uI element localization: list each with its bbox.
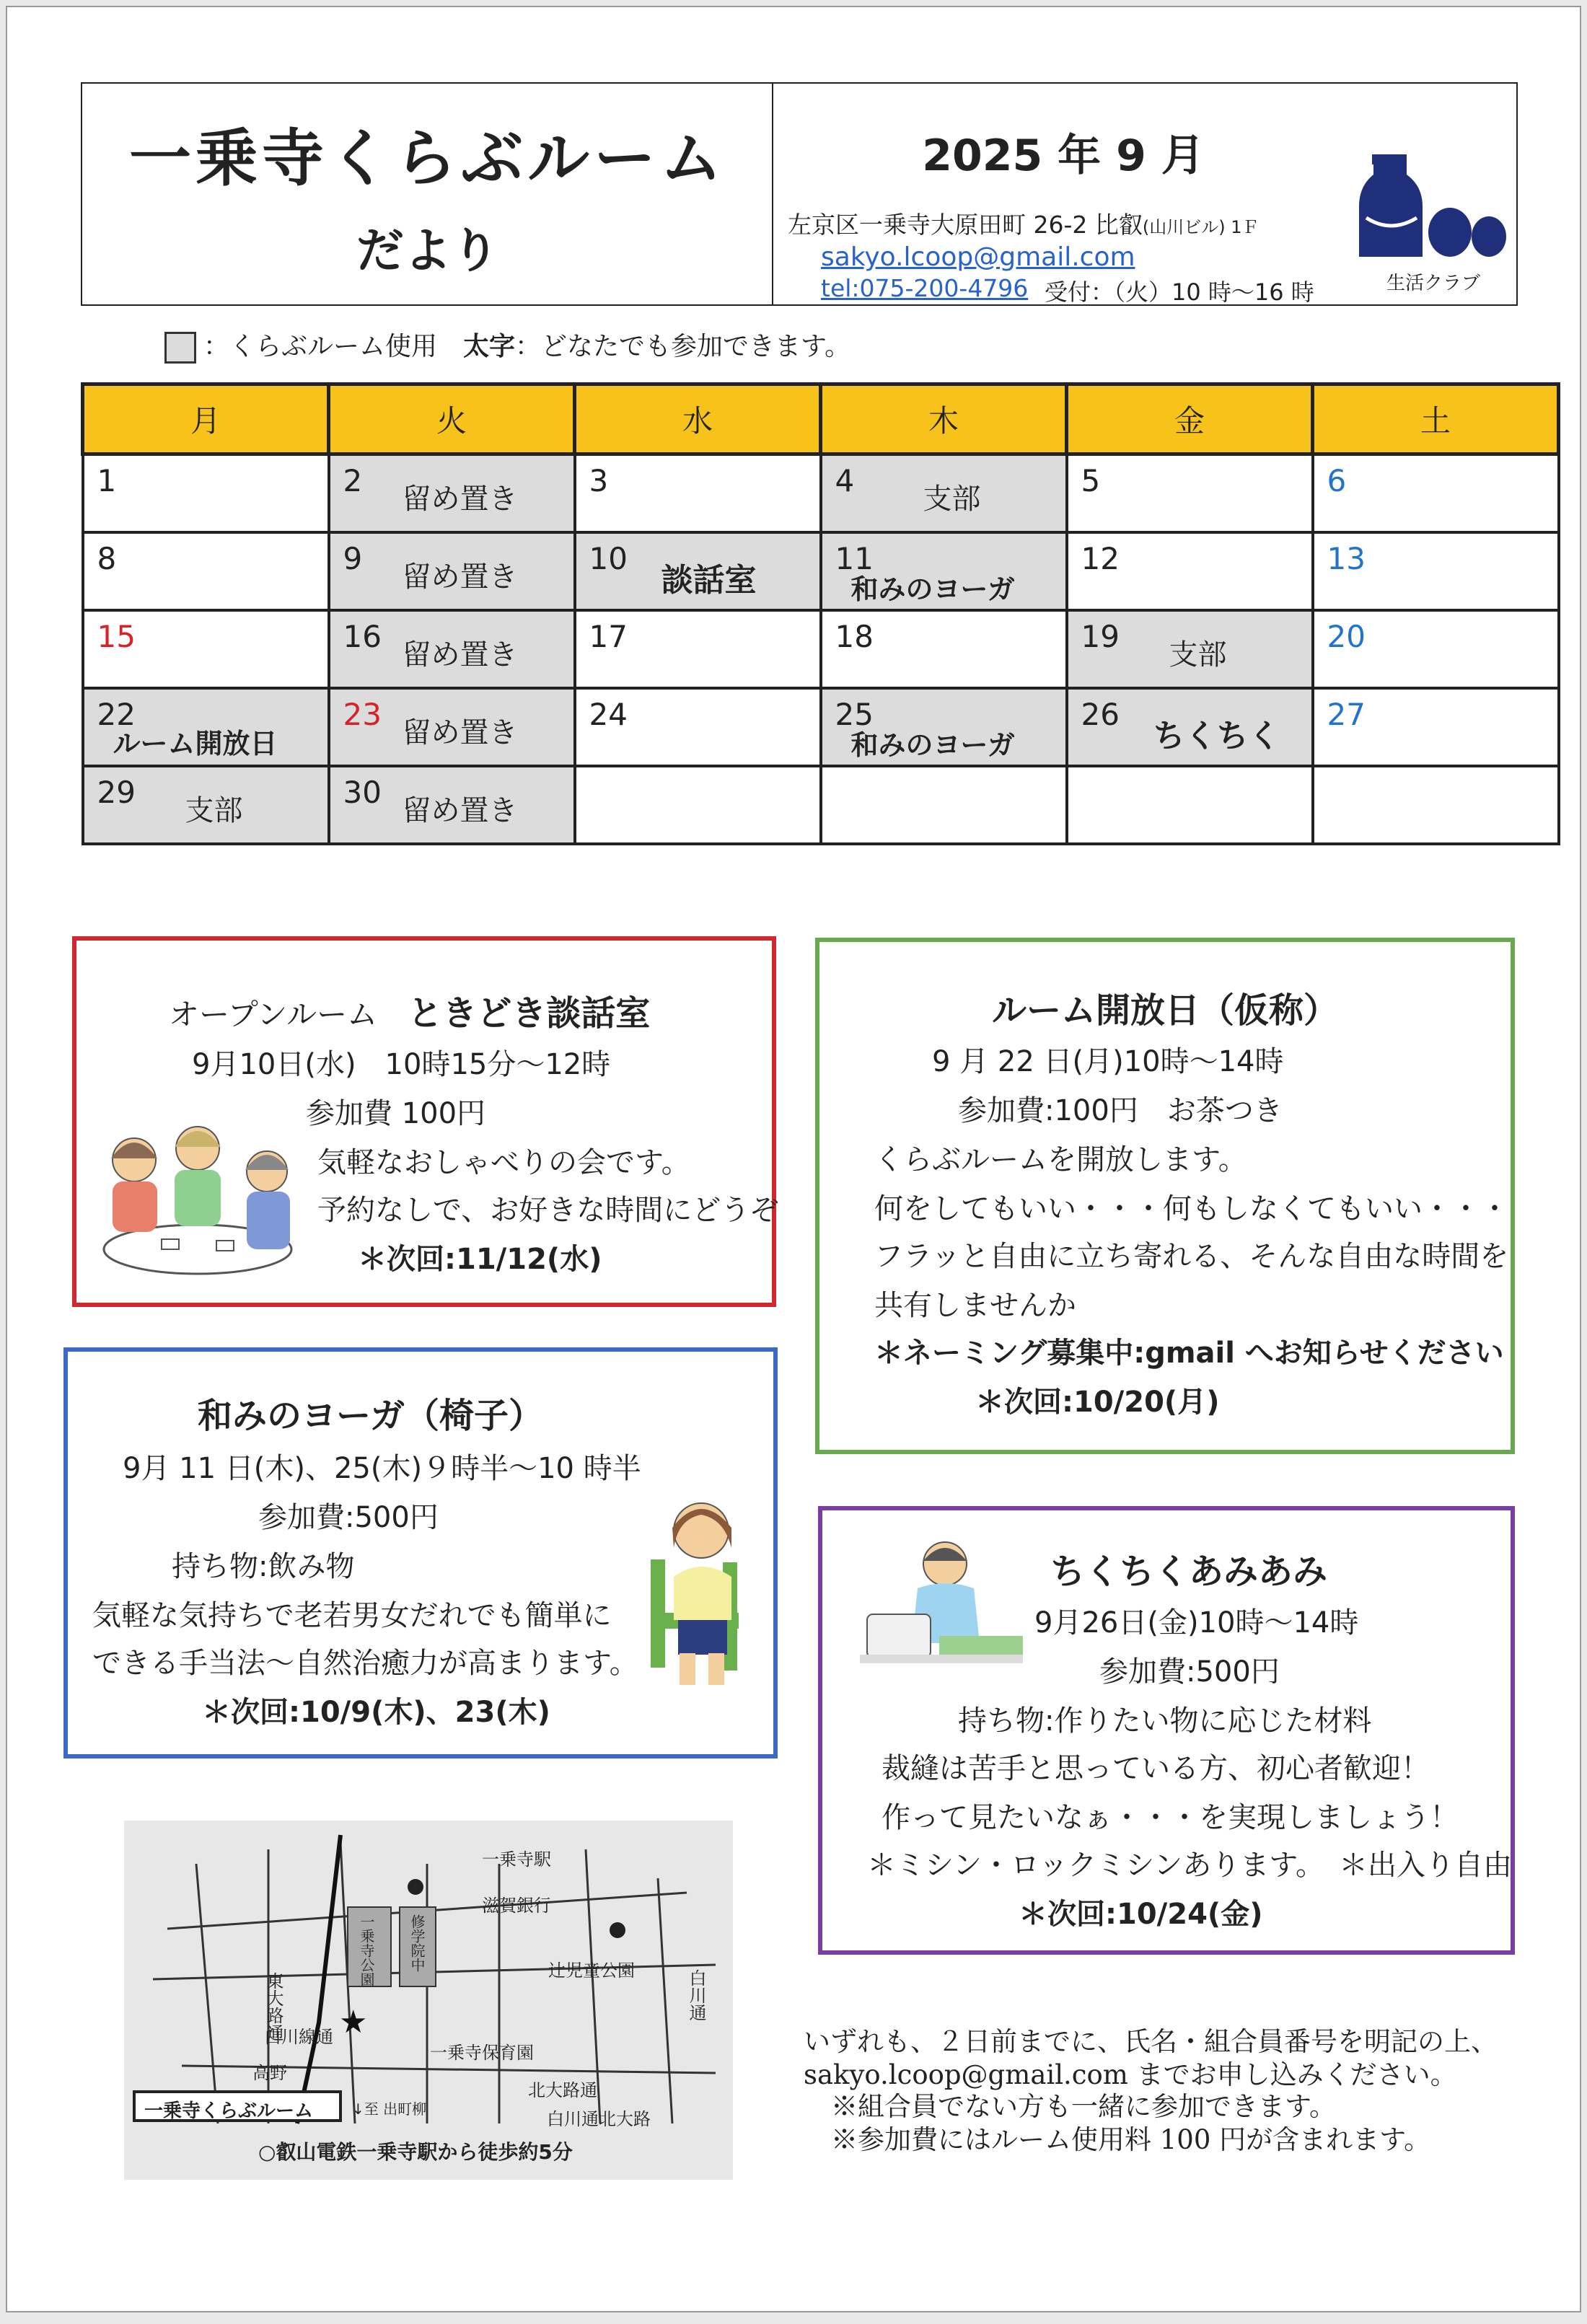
day-number: 11 bbox=[835, 541, 874, 576]
open-day-desc1: くらぶルームを開放します。 bbox=[874, 1143, 1247, 1176]
map-school-label: 修学院中 bbox=[408, 1914, 426, 1972]
danwa-desc2: 予約なしで、お好きな時間にどうぞ bbox=[317, 1194, 779, 1227]
calendar-day-cell bbox=[329, 688, 575, 766]
calendar-day-cell bbox=[1313, 532, 1559, 610]
danwa-event-box bbox=[72, 936, 779, 1307]
address-main: 左京区一乗寺大原田町 26-2 比叡 bbox=[788, 211, 1143, 239]
footer-line3: ※組合員でない方も一緒に参加できます。 bbox=[831, 2091, 1337, 2122]
day-event: ルーム開放日 bbox=[113, 728, 278, 760]
calendar-day-cell bbox=[1313, 766, 1559, 844]
map-shirakawa-line-label: 白川線通 bbox=[264, 2027, 333, 2047]
map-kitaoji-label: 北大路通 bbox=[528, 2080, 597, 2100]
reception-hours: 受付：（火）10 時～16 時 bbox=[1045, 278, 1314, 306]
day-number: 10 bbox=[589, 541, 628, 576]
day-event: 留め置き bbox=[402, 638, 518, 672]
seikatsu-club-logo-icon bbox=[1359, 149, 1508, 257]
calendar-day-cell bbox=[821, 610, 1067, 688]
access-map bbox=[124, 1821, 733, 2180]
day-number: 17 bbox=[589, 619, 628, 654]
weekday-mon: 月 bbox=[83, 384, 329, 454]
yoga-desc1: 気軽な気持ちで老若男女だれでも簡単に bbox=[92, 1599, 612, 1632]
calendar-day-cell bbox=[821, 454, 1067, 533]
map-shirakawa-label: 白川通 bbox=[686, 1969, 706, 2021]
calendar-day-cell bbox=[83, 532, 329, 610]
calendar-day-cell bbox=[83, 766, 329, 844]
open-day-event-box bbox=[815, 938, 1515, 1454]
day-number: 15 bbox=[97, 619, 136, 654]
day-number: 5 bbox=[1081, 463, 1101, 498]
day-event: 留め置き bbox=[402, 716, 518, 749]
calendar bbox=[81, 382, 1560, 845]
calendar-day-cell bbox=[1313, 610, 1559, 688]
calendar-day-cell bbox=[329, 766, 575, 844]
calendar-day-cell bbox=[821, 688, 1067, 766]
calendar-day-cell bbox=[575, 454, 821, 533]
open-day-date: 9 月 22 日(月)10時～14時 bbox=[932, 1045, 1284, 1078]
weekday-header-row bbox=[83, 384, 1559, 454]
day-event: 留め置き bbox=[402, 560, 518, 594]
calendar-day-cell bbox=[83, 688, 329, 766]
day-number: 29 bbox=[97, 775, 136, 810]
chiku-date: 9月26日(金)10時～14時 bbox=[1034, 1606, 1359, 1639]
calendar-week-row bbox=[83, 454, 1559, 533]
day-number: 25 bbox=[835, 697, 874, 732]
chiku-desc3: ＊ミシン・ロックミシンあります。 ＊出入り自由 bbox=[867, 1849, 1512, 1882]
map-tsujikawa-label: 辻児童公園 bbox=[548, 1960, 635, 1981]
map-hoikuen-label: 一乗寺保育園 bbox=[430, 2043, 534, 2063]
calendar-day-cell bbox=[1313, 454, 1559, 533]
calendar-day-cell bbox=[83, 610, 329, 688]
weekday-wed: 水 bbox=[575, 384, 821, 454]
open-day-naming: ＊ネーミング募集中:gmail へお知らせください bbox=[874, 1337, 1504, 1370]
chair-yoga-illustration-icon bbox=[623, 1490, 765, 1692]
day-number: 4 bbox=[835, 463, 855, 498]
newsletter-page bbox=[6, 6, 1581, 2312]
day-event: 留め置き bbox=[402, 483, 518, 516]
logo-label: 生活クラブ bbox=[1386, 273, 1480, 294]
calendar-day-cell bbox=[1067, 766, 1313, 844]
chiku-event-box bbox=[818, 1506, 1515, 1955]
footer-line4: ※参加費にはルーム使用料 100 円が含まれます。 bbox=[831, 2124, 1431, 2155]
day-number: 1 bbox=[97, 463, 117, 498]
day-number: 23 bbox=[343, 697, 382, 732]
day-event: 和みのヨーガ bbox=[850, 729, 1015, 761]
day-number: 3 bbox=[589, 463, 609, 498]
email-link[interactable]: sakyo.lcoop@gmail.com bbox=[821, 242, 1135, 272]
day-number: 6 bbox=[1327, 463, 1347, 498]
weekday-fri: 金 bbox=[1067, 384, 1313, 454]
map-station-label: 一乗寺駅 bbox=[482, 1849, 551, 1870]
yoga-event-box bbox=[63, 1347, 778, 1759]
open-day-fee: 参加費:100円 お茶つき bbox=[958, 1094, 1283, 1127]
yoga-date: 9月 11 日(木)、25(木)９時半～10 時半 bbox=[123, 1452, 641, 1485]
tea-party-illustration-icon bbox=[89, 1105, 309, 1293]
yoga-next: ＊次回:10/9(木)、23(木) bbox=[202, 1696, 550, 1729]
day-number: 24 bbox=[589, 697, 628, 732]
weekday-sat: 土 bbox=[1313, 384, 1559, 454]
calendar-day-cell bbox=[575, 610, 821, 688]
map-takano-label: 高野 bbox=[252, 2063, 287, 2083]
newsletter-subtitle: だより bbox=[356, 223, 499, 278]
day-event: 支部 bbox=[1169, 638, 1227, 672]
chiku-fee: 参加費:500円 bbox=[1099, 1655, 1280, 1689]
chiku-desc1: 裁縫は苦手と思っている方、初心者歓迎！ bbox=[882, 1752, 1430, 1785]
danwa-date: 9月10日(水) 10時15分～12時 bbox=[192, 1048, 611, 1081]
day-event: 和みのヨーガ bbox=[850, 573, 1015, 605]
title-panel bbox=[82, 84, 773, 304]
footer-line1: いずれも、２日前までに、氏名・組合員番号を明記の上、 bbox=[804, 2026, 1498, 2057]
legend-box-label: ：くらぶルーム使用 bbox=[203, 332, 438, 361]
map-access-note: ○叡山電鉄一乗寺駅から徒歩約5分 bbox=[258, 2140, 573, 2164]
legend-swatch bbox=[164, 332, 196, 364]
day-number: 16 bbox=[343, 619, 382, 654]
weekday-thu: 木 bbox=[821, 384, 1067, 454]
open-day-desc2: 何をしてもいい・・・何もしなくてもいい・・・ bbox=[874, 1192, 1509, 1225]
day-number: 30 bbox=[343, 775, 382, 810]
day-number: 22 bbox=[97, 697, 136, 732]
chiku-next: ＊次回:10/24(金) bbox=[1019, 1898, 1263, 1931]
address bbox=[788, 206, 1260, 240]
danwa-desc1: 気軽なおしゃべりの会です。 bbox=[317, 1146, 690, 1179]
calendar-day-cell bbox=[329, 532, 575, 610]
calendar-day-cell bbox=[1067, 688, 1313, 766]
calendar-week-row bbox=[83, 688, 1559, 766]
calendar-day-cell bbox=[821, 766, 1067, 844]
chiku-desc2: 作って見たいなぁ・・・を実現しましょう！ bbox=[882, 1801, 1459, 1834]
map-bank-label: 滋賀銀行 bbox=[482, 1896, 551, 1916]
day-number: 12 bbox=[1081, 541, 1120, 576]
legend-bold-desc: ：どなたでも参加できます。 bbox=[515, 332, 851, 361]
danwa-prefix: オープンルーム bbox=[169, 997, 378, 1032]
day-number: 19 bbox=[1081, 619, 1120, 654]
calendar-day-cell bbox=[575, 532, 821, 610]
yoga-fee: 参加費:500円 bbox=[258, 1501, 439, 1534]
map-park-label: 一乗寺公園 bbox=[358, 1914, 375, 1986]
day-number: 26 bbox=[1081, 697, 1120, 732]
day-number: 2 bbox=[343, 463, 363, 498]
map-demachi-label: ↓至 出町柳 bbox=[352, 2100, 427, 2118]
calendar-week-row bbox=[83, 766, 1559, 844]
weekday-tue: 火 bbox=[329, 384, 575, 454]
sewing-machine-illustration-icon bbox=[860, 1535, 1026, 1679]
address-building: (山川ビル) 1Ｆ bbox=[1142, 217, 1260, 237]
calendar-day-cell bbox=[1067, 454, 1313, 533]
legend bbox=[164, 326, 850, 364]
calendar-day-cell bbox=[329, 610, 575, 688]
day-number: 13 bbox=[1327, 541, 1366, 576]
danwa-heading bbox=[169, 985, 650, 1035]
danwa-title: ときどき談話室 bbox=[408, 993, 651, 1034]
calendar-day-cell bbox=[821, 532, 1067, 610]
tel-link[interactable]: tel:075-200-4796 bbox=[821, 274, 1029, 302]
calendar-week-row bbox=[83, 532, 1559, 610]
day-event: 支部 bbox=[185, 794, 243, 827]
calendar-body bbox=[83, 454, 1559, 845]
yoga-bring: 持ち物:飲み物 bbox=[172, 1550, 355, 1583]
day-number: 9 bbox=[343, 541, 363, 576]
day-number: 18 bbox=[835, 619, 874, 654]
legend-bold-label: 太字 bbox=[463, 332, 516, 361]
footer-line2: sakyo.lcoop@gmail.com までお申し込みください。 bbox=[804, 2059, 1457, 2090]
map-room-label: 一乗寺くらぶルーム bbox=[144, 2100, 314, 2122]
chiku-bring: 持ち物:作りたい物に応じた材料 bbox=[958, 1704, 1372, 1738]
day-event: 談話室 bbox=[661, 562, 757, 599]
chiku-title: ちくちくあみあみ bbox=[1050, 1551, 1328, 1592]
day-event: ちくちく bbox=[1153, 718, 1280, 754]
calendar-week-row bbox=[83, 610, 1559, 688]
day-number: 20 bbox=[1327, 619, 1366, 654]
calendar-day-cell bbox=[1067, 610, 1313, 688]
yoga-title: 和みのヨーガ（椅子） bbox=[198, 1396, 544, 1436]
calendar-day-cell bbox=[329, 454, 575, 533]
open-day-next: ＊次回:10/20(月) bbox=[975, 1386, 1220, 1419]
day-number: 8 bbox=[97, 541, 117, 576]
svg-text:★: ★ bbox=[339, 2004, 368, 2041]
header-frame bbox=[81, 82, 1518, 306]
day-event: 支部 bbox=[923, 483, 981, 516]
open-day-desc3: フラッと自由に立ち寄れる、そんな自由な時間を bbox=[874, 1240, 1509, 1273]
newsletter-title: 一乗寺くらぶルーム bbox=[129, 123, 726, 195]
open-day-desc4: 共有しませんか bbox=[874, 1289, 1076, 1322]
map-higashioji-label: 東大路通 bbox=[263, 1972, 283, 2041]
calendar-day-cell bbox=[1313, 688, 1559, 766]
issue-date: 2025 年 9 月 bbox=[922, 131, 1205, 181]
open-day-title: ルーム開放日（仮称） bbox=[991, 990, 1338, 1031]
calendar-day-cell bbox=[575, 766, 821, 844]
danwa-next: ＊次回:11/12(水) bbox=[358, 1243, 602, 1276]
day-number: 27 bbox=[1327, 697, 1366, 732]
yoga-desc2: できる手当法～自然治癒力が高まります。 bbox=[92, 1647, 638, 1680]
day-event: 留め置き bbox=[402, 794, 518, 827]
calendar-day-cell bbox=[1067, 532, 1313, 610]
map-shirakawa-kitaoji-label: 白川通北大路 bbox=[547, 2109, 651, 2129]
calendar-day-cell bbox=[575, 688, 821, 766]
danwa-fee: 参加費 100円 bbox=[306, 1097, 486, 1130]
calendar-day-cell bbox=[83, 454, 329, 533]
